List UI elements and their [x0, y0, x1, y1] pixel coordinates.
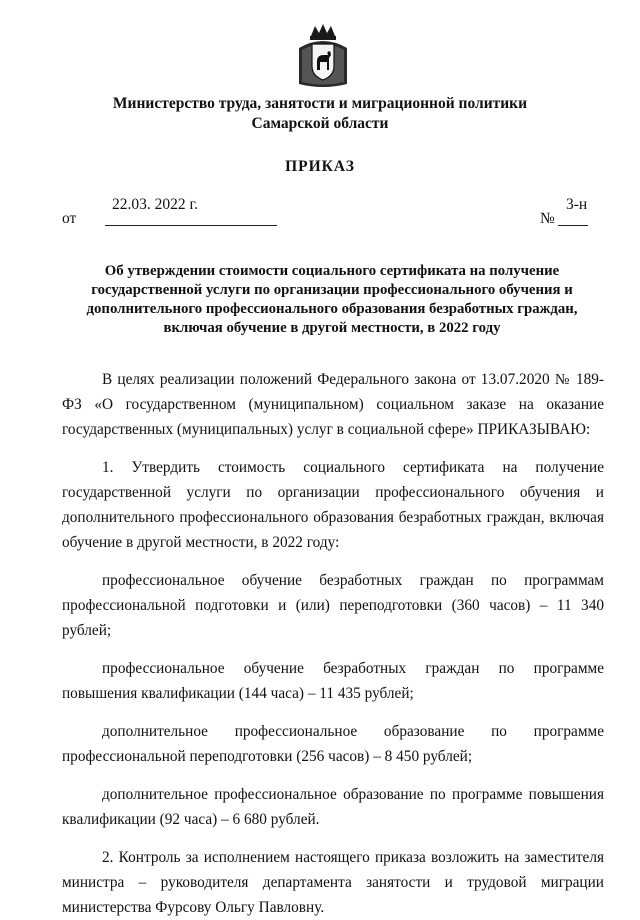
- list-item-2: профессиональное обучение безработных граждан по программе повышения квалификации (144 часа) – 11 435 рублей;: [62, 660, 604, 702]
- order-date: 22.03. 2022 г.: [112, 196, 198, 213]
- point-1-paragraph: 1. Утвердить стоимость социального сертификата на получение государственной услуги по организации профессионального обучения и дополнительного профессионального образования безработных граждан, включая обучение в другой местности, в 2022 году:: [62, 459, 604, 551]
- list-item-4: дополнительное профессиональное образование по программе повышения квалификации (92 часа) – 6 680 рублей.: [62, 786, 604, 828]
- order-number: 3-н: [566, 196, 588, 213]
- point-2-paragraph: 2. Контроль за исполнением настоящего приказа возложить на заместителя министра – руководителя департамента занятости и трудовой миграции министерства Фурсову Ольгу Павловну.: [62, 849, 604, 916]
- ministry-name: [0, 94, 640, 134]
- date-prefix-label: от: [62, 210, 77, 227]
- ministry-line-1: Министерство труда, занятости и миграционной политики: [112, 95, 528, 112]
- intro-paragraph: В целях реализации положений Федерального закона от 13.07.2020 № 189-ФЗ «О государственном (муниципальном) социальном заказе на оказание государственных (муниципальных) услуг в социальной сфере» ПРИКАЗЫВАЮ:: [62, 371, 604, 438]
- ministry-line-2: Самарской области: [251, 115, 389, 132]
- order-body: [62, 367, 604, 920]
- coat-of-arms-emblem: [296, 22, 350, 90]
- order-title: Об утверждении стоимости социального сертификата на получение государственной услуги по организации профессионального обучения и дополнительного профессионального образования безработных граждан, включая обучение в другой местности, в 2022 году: [86, 263, 578, 336]
- date-underline: [105, 225, 277, 226]
- list-item-3: дополнительное профессиональное образование по программе профессиональной переподготовки (256 часов) – 8 450 рублей;: [62, 723, 604, 765]
- document-type-heading: ПРИКАЗ: [285, 158, 355, 175]
- list-item-1: профессиональное обучение безработных граждан по программам профессиональной подготовки и (или) переподготовки (360 часов) – 11 340 рублей;: [62, 572, 604, 639]
- number-underline: [558, 225, 588, 226]
- number-sign-label: №: [540, 210, 555, 227]
